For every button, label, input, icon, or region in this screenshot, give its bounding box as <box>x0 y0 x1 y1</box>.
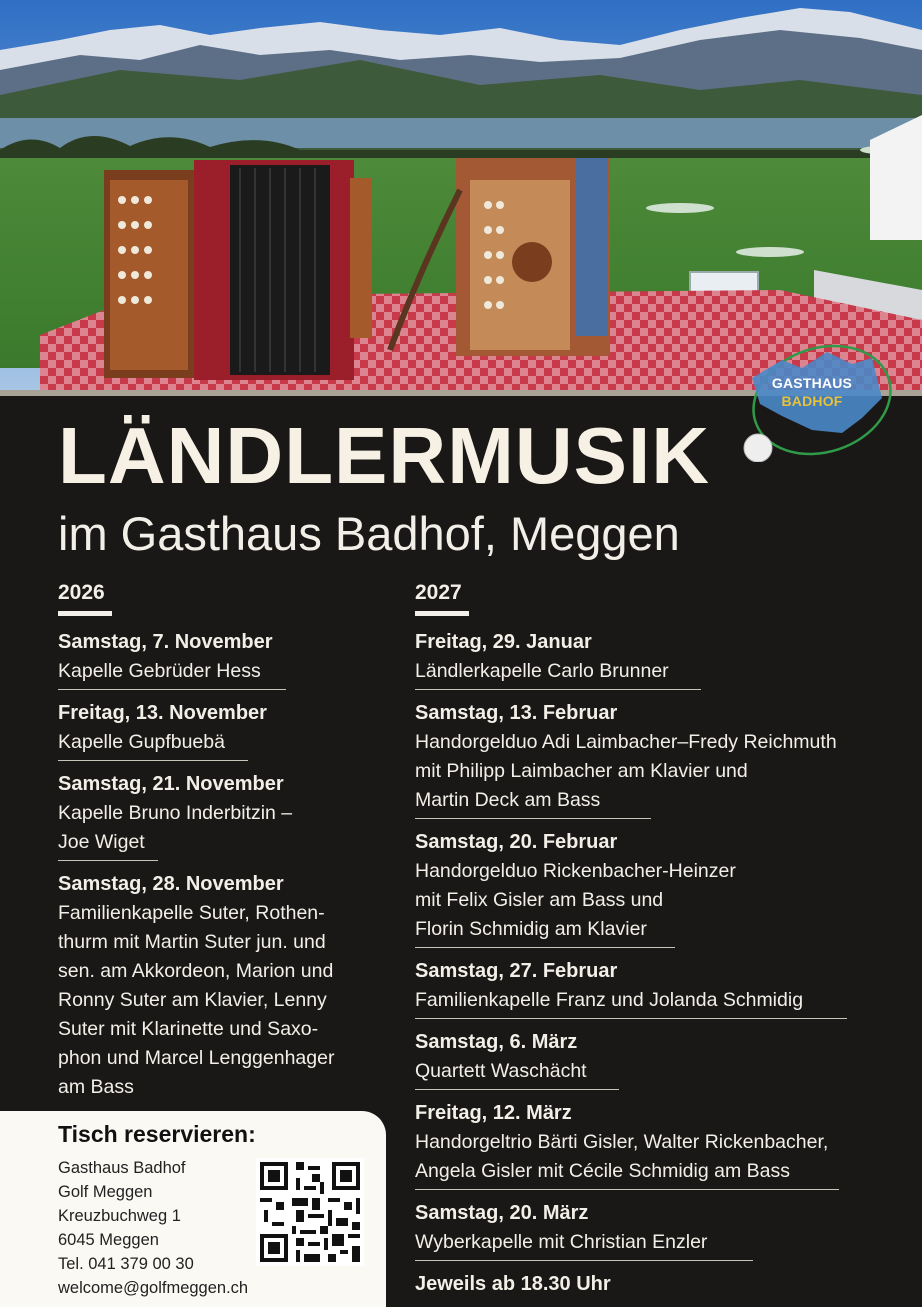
event-divider <box>415 1260 753 1261</box>
event-band: Wyberkapelle mit Christian Enzler <box>415 1231 708 1253</box>
event-item <box>58 699 388 761</box>
event-band: Handorgelduo Rickenbacher-Heinzer mit Felix Gisler am Bass und Florin Schmidig am Klavier <box>415 860 736 940</box>
event-item <box>58 870 388 1102</box>
event-band: Familienkapelle Franz und Jolanda Schmidig <box>415 989 804 1011</box>
event-date: Samstag, 6. März <box>415 1031 578 1053</box>
contact-company: Golf Meggen <box>58 1183 153 1201</box>
event-band: Kapelle Gebrüder Hess <box>58 660 261 682</box>
event-item <box>415 1199 905 1261</box>
event-divider <box>58 860 158 861</box>
event-divider <box>415 1018 847 1019</box>
event-divider <box>415 689 701 690</box>
year-heading-2026: 2026 <box>58 581 105 604</box>
events-2027 <box>415 582 905 1299</box>
page-subtitle: im Gasthaus Badhof, Meggen <box>58 507 680 560</box>
year-underline <box>58 611 112 616</box>
event-item <box>415 957 905 1019</box>
gasthaus-badhof-logo <box>742 338 902 462</box>
event-divider <box>415 1189 839 1190</box>
event-band: Handorgeltrio Bärti Gisler, Walter Rickenbacher, Angela Gisler mit Cécile Schmidig am Bass <box>415 1131 829 1182</box>
contact-address <box>58 1156 248 1300</box>
event-date: Freitag, 12. März <box>415 1102 572 1124</box>
reservation-card <box>0 1111 386 1307</box>
event-date: Samstag, 20. Februar <box>415 831 618 853</box>
event-band: Familienkapelle Suter, Rothen- thurm mit Martin Suter jun. und sen. am Akkordeon, Marion und Ronny Suter am Klavier, Lenny Suter mit Klarinette und Saxo- phon und Marcel Lenggenhager am Bass <box>58 902 335 1098</box>
event-date: Samstag, 21. November <box>58 773 284 795</box>
event-date: Samstag, 13. Februar <box>415 702 618 724</box>
event-date: Samstag, 27. Februar <box>415 960 618 982</box>
event-band: Ländlerkapelle Carlo Brunner <box>415 660 669 682</box>
contact-phone[interactable]: Tel. 041 379 00 30 <box>58 1255 194 1273</box>
event-band: Quartett Waschächt <box>415 1060 587 1082</box>
event-item <box>415 1099 905 1190</box>
reservation-title: Tisch reservieren: <box>58 1121 256 1147</box>
event-divider <box>415 947 675 948</box>
event-item <box>58 628 388 690</box>
event-band: Kapelle Bruno Inderbitzin – Joe Wiget <box>58 802 293 853</box>
qr-code[interactable] <box>256 1158 364 1266</box>
event-band: Kapelle Gupfbuebä <box>58 731 225 753</box>
event-date: Samstag, 20. März <box>415 1202 589 1224</box>
year-underline <box>415 611 469 616</box>
event-band: Handorgelduo Adi Laimbacher–Fredy Reichmuth mit Philipp Laimbacher am Klavier und Martin Deck am Bass <box>415 731 837 811</box>
time-note: Jeweils ab 18.30 Uhr <box>415 1273 611 1295</box>
event-item <box>58 770 388 861</box>
event-item <box>415 1028 905 1090</box>
logo-text-gasthaus: GASTHAUS <box>771 375 853 391</box>
event-item <box>415 828 905 948</box>
contact-name: Gasthaus Badhof <box>58 1159 186 1177</box>
event-divider <box>58 689 286 690</box>
event-item <box>415 628 905 690</box>
event-divider <box>415 818 651 819</box>
event-date: Samstag, 7. November <box>58 631 273 653</box>
event-divider <box>415 1089 619 1090</box>
event-item <box>415 699 905 819</box>
event-date: Freitag, 29. Januar <box>415 631 592 653</box>
page-title: LÄNDLERMUSIK <box>58 411 710 500</box>
contact-email[interactable]: welcome@golfmeggen.ch <box>58 1279 249 1297</box>
accordions-photo <box>0 0 922 396</box>
events-2026 <box>58 582 388 1111</box>
event-date: Freitag, 13. November <box>58 702 267 724</box>
event-divider <box>58 760 248 761</box>
qr-code-icon <box>256 1158 364 1266</box>
event-date: Samstag, 28. November <box>58 873 284 895</box>
contact-street: Kreuzbuchweg 1 <box>58 1207 181 1225</box>
year-heading-2027: 2027 <box>415 581 462 604</box>
hero-photo <box>0 0 922 396</box>
logo-text-badhof: BADHOF <box>781 393 843 409</box>
contact-city: 6045 Meggen <box>58 1231 159 1249</box>
